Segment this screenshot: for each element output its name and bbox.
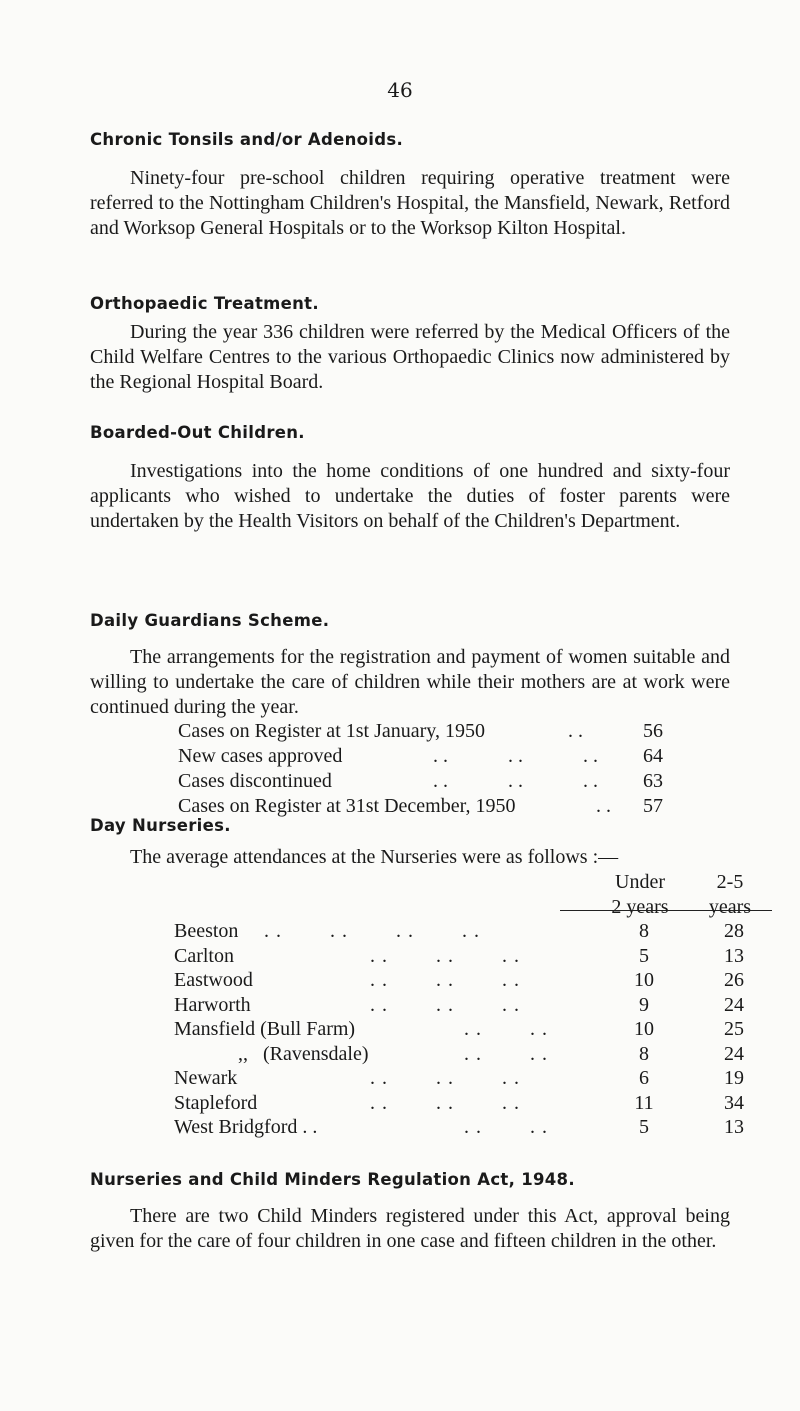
table-row [174, 994, 774, 1019]
register-value: 57 [643, 795, 663, 817]
value-2-5: 24 [724, 993, 744, 1016]
register-value: 64 [643, 745, 663, 767]
column-header-line: Under [615, 871, 665, 893]
heading-child-minders: Nurseries and Child Minders Regulation Act, 1948. [90, 1170, 575, 1189]
heading-orthopaedic: Orthopaedic Treatment. [90, 294, 319, 313]
leader-dots: . . . . . . [433, 770, 598, 792]
nursery-name: Mansfield (Bull Farm) [174, 1018, 356, 1040]
leader-dots: . . [568, 720, 583, 742]
value-2-5: 19 [724, 1067, 744, 1089]
value-under-2: 5 [639, 944, 649, 967]
register-list [178, 720, 758, 820]
column-header-under-2 [585, 870, 695, 920]
nurseries-table [174, 920, 774, 1141]
register-label: Cases on Register at 31st December, 1950 [178, 795, 516, 817]
paragraph-daily-guardians: The arrangements for the registration and payment of women suitable and willing to undertake the care of children while their mothers are at work were continued during the year. [90, 646, 730, 718]
table-row [174, 1092, 774, 1117]
column-header-line: 2-5 [716, 871, 744, 893]
heading-daily-guardians: Daily Guardians Scheme. [90, 611, 330, 630]
leader-dots: . . [596, 795, 611, 817]
heading-chronic-tonsils: Chronic Tonsils and/or Adenoids. [90, 130, 404, 149]
paragraph-orthopaedic: During the year 336 children were referred by the Medical Officers of the Child Welfare Centres to the various Orthopaedic Clinics now administered by the Regional Hospital Board. [90, 321, 730, 393]
value-under-2: 6 [639, 1067, 649, 1089]
table-row [174, 920, 774, 945]
register-row [178, 720, 758, 745]
paragraph-chronic-tonsils: Ninety-four pre-school children requiring operative treatment were referred to the Nottingham Children's Hospital, the Mansfield, Newark, Retford and Worksop General Hospitals or to the Worksop Kilton Hospital. [90, 167, 730, 239]
heading-day-nurseries: Day Nurseries. [90, 816, 231, 835]
value-under-2: 5 [639, 1116, 649, 1138]
heading-boarded-out: Boarded-Out Children. [90, 423, 305, 442]
table-row [174, 1067, 774, 1092]
register-row [178, 770, 758, 795]
nursery-name: ,, (Ravensdale) [238, 1042, 369, 1065]
leader-dots: . . . . . . . . [264, 920, 480, 942]
leader-dots: . . . . . . [370, 944, 520, 967]
table-row [174, 1116, 774, 1141]
register-label: Cases on Register at 1st January, 1950 [178, 720, 485, 742]
paragraph-child-minders: There are two Child Minders registered under this Act, approval being given for the care of four children in one case and fifteen children in the other. [90, 1205, 730, 1252]
nursery-name: Eastwood [174, 969, 253, 991]
paragraph-boarded-out: Investigations into the home conditions of one hundred and sixty-four applicants who wished to undertake the duties of foster parents were undertaken by the Health Visitors on behalf of the Children's Department. [90, 460, 730, 532]
register-row [178, 795, 758, 820]
value-under-2: 11 [634, 1091, 654, 1114]
page-number: 46 [387, 78, 413, 102]
nursery-name: Stapleford [174, 1091, 258, 1114]
leader-dots: . . . . . . [433, 745, 598, 767]
value-2-5: 25 [724, 1018, 744, 1040]
leader-dots: . . . . [464, 1042, 548, 1065]
value-under-2: 10 [634, 1018, 654, 1040]
value-2-5: 26 [724, 969, 744, 991]
value-under-2: 9 [639, 993, 649, 1016]
table-row [174, 969, 774, 994]
column-header-line: years [708, 896, 752, 918]
leader-dots: . . . . [464, 1116, 548, 1138]
register-label: Cases discontinued [178, 770, 332, 792]
table-row [174, 945, 774, 970]
nurseries-intro: The average attendances at the Nurseries were as follows :— [130, 846, 619, 868]
register-value: 56 [643, 720, 663, 742]
leader-dots: . . . . . . [370, 993, 520, 1016]
nursery-name: Beeston [174, 920, 239, 942]
value-under-2: 8 [639, 920, 649, 942]
nursery-name: Harworth [174, 993, 251, 1016]
column-header-2-5 [690, 870, 770, 920]
value-2-5: 28 [724, 920, 744, 942]
register-row [178, 745, 758, 770]
value-2-5: 34 [724, 1091, 744, 1114]
value-2-5: 24 [724, 1042, 744, 1065]
leader-dots: . . . . . . [370, 1067, 520, 1089]
nursery-name: Newark [174, 1067, 238, 1089]
value-2-5: 13 [724, 944, 744, 967]
table-row [174, 1018, 774, 1043]
register-label: New cases approved [178, 745, 343, 767]
table-rule [560, 910, 772, 911]
column-header-line: 2 years [611, 896, 669, 918]
value-under-2: 8 [639, 1042, 649, 1065]
register-value: 63 [643, 770, 663, 792]
value-2-5: 13 [724, 1116, 744, 1138]
nursery-name: Carlton [174, 944, 234, 967]
nursery-name: West Bridgford . . [174, 1116, 318, 1138]
leader-dots: . . . . [464, 1018, 548, 1040]
leader-dots: . . . . . . [370, 969, 520, 991]
value-under-2: 10 [634, 969, 654, 991]
table-row [174, 1043, 774, 1068]
leader-dots: . . . . . . [370, 1091, 520, 1114]
